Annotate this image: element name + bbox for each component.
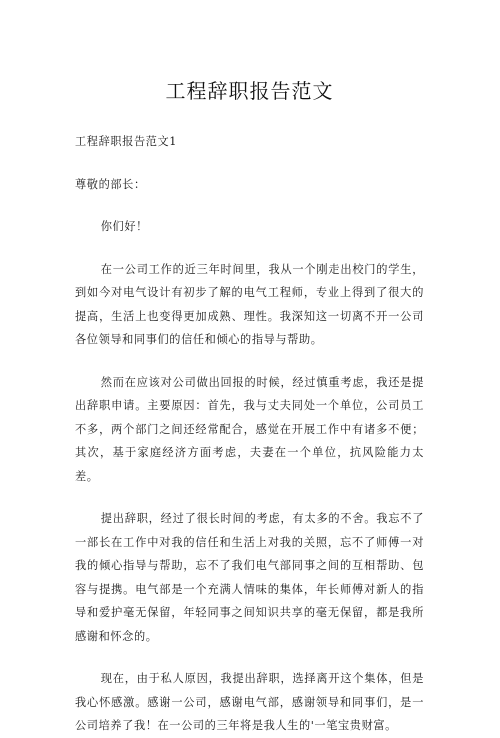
document-subtitle: 工程辞职报告范文1 [75, 135, 178, 148]
body-paragraph-2: 然而在应该对公司做出回报的时候，经过慎重考虑，我还是提出辞职申请。主要原因：首先，我与丈夫同处一个单位，公司员工不多，两个部门之间还经常配合，感觉在开展工作中有诸多不便；其次，基于家庭经济方面考虑，夫妻在一个单位，抗风险能力太差。 [75, 375, 424, 483]
salutation: 尊敬的部长： [75, 177, 146, 191]
body-paragraph-3: 提出辞职，经过了很长时间的考虑，有太多的不舍。我忘不了一部长在工作中对我的信任和生活上对我的关照，忘不了师傅一对我的倾心指导与帮助，忘不了我们电气部同事之间的互相帮助、包容与提携。电气部是一个充满人情味的集体，年长师傅对新人的指导和爱护毫无保留，年轻同事之间知识共享的毫无保留，都是我所感谢和怀念的。 [75, 512, 424, 643]
greeting: 你们好！ [100, 220, 148, 233]
document-title: 工程辞职报告范文 [165, 79, 334, 103]
body-paragraph-1: 在一公司工作的近三年时间里，我从一个刚走出校门的学生，到如今对电气设计有初步了解的电气工程师，专业上得到了很大的提高，生活上也变得更加成熟、理性。我深知这一切离不开一公司各位领导和同事们的信任和倾心的指导与帮助。 [75, 262, 424, 346]
body-paragraph-4: 现在，由于私人原因，我提出辞职，选择离开这个集体，但是我心怀感激。感谢一公司，感谢电气部，感谢领导和同事们，是一公司培养了我！在一公司的三年将是我人生的'一笔宝贵财富。 [75, 672, 424, 732]
